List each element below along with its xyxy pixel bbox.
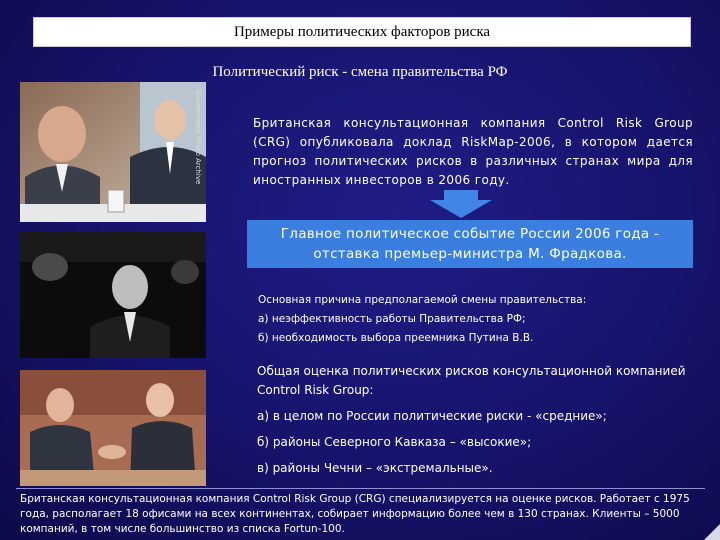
slide-subtitle: Политический риск - смена правительства РФ <box>212 64 508 80</box>
reason-block <box>258 291 698 348</box>
slide-title: Примеры политических факторов риска <box>233 23 491 40</box>
footer-divider <box>16 488 705 489</box>
key-event-line-1: Главное политическое событие России 2006 года - <box>280 226 660 242</box>
intro-paragraph: Британская консультационная компания Control Risk Group (CRG) опубликовала доклад RiskMap-2006, в котором дается прогноз политических рисков в различных странах мира для иностранных инвесторов в 2006 году. <box>253 116 693 187</box>
assessment-heading: Общая оценка политических рисков консультационной компанией Control Risk Group: <box>257 364 686 397</box>
assessment-block <box>257 362 697 478</box>
reason-heading: Основная причина предполагаемой смены правительства: <box>258 294 587 306</box>
page-curl-corner <box>704 524 720 540</box>
assessment-item: б) районы Северного Кавказа – «высокие»; <box>257 435 532 449</box>
photo-officials-meeting <box>20 82 206 222</box>
photo-watermark: Government Photo Archive <box>194 90 202 185</box>
assessment-item: в) районы Чечни – «экстремальные». <box>257 461 493 475</box>
footer-note: Британская консультационная компания Control Risk Group (CRG) специализируется на оценке рисков. Работает с 1975 года, располагает 18 офисами на всех континентах, собирает информацию более чем в 130 странах. Клиенты – 5000 компаний, в том числе большинство из списка Fortun-100. <box>20 493 690 535</box>
slide-title-box <box>33 17 691 47</box>
reason-item: а) неэффективность работы Правительства РФ; <box>258 313 526 325</box>
reason-item: б) необходимость выбора преемника Путина В.В. <box>258 332 534 344</box>
assessment-item: а) в целом по России политические риски - «средние»; <box>257 409 607 423</box>
photo-portrait-bw <box>20 232 206 358</box>
key-event-box <box>247 220 693 268</box>
photo-handshake <box>20 370 206 486</box>
key-event-line-2: отставка премьер-министра М. Фрадкова. <box>313 246 627 262</box>
down-arrow-icon <box>430 190 492 218</box>
